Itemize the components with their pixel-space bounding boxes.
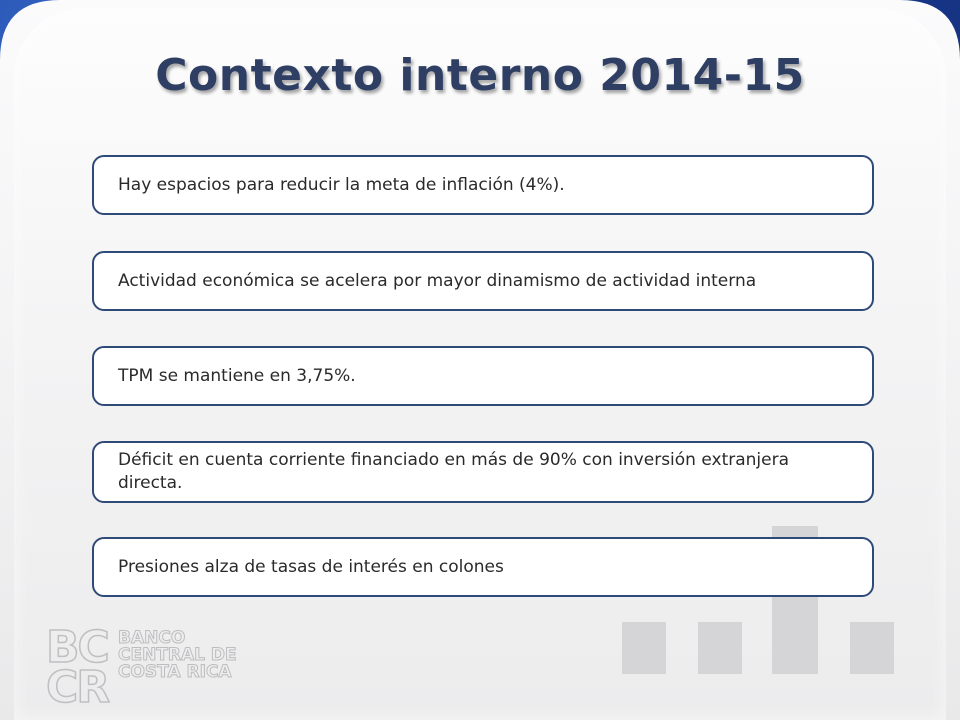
logo-mark bbox=[46, 622, 109, 713]
logo-text bbox=[118, 630, 237, 681]
bullet-text-1: Hay espacios para reducir la meta de inflación (4%). bbox=[118, 174, 565, 195]
bullet-box-5 bbox=[92, 537, 874, 597]
logo-line-3: COSTA RICA bbox=[118, 662, 232, 682]
logo-line-1: BANCO bbox=[118, 628, 186, 648]
logo-mark-top: BC bbox=[46, 622, 108, 673]
bullet-text-5: Presiones alza de tasas de interés en colones bbox=[118, 556, 504, 577]
logo-line-2: CENTRAL DE bbox=[118, 645, 237, 665]
bullet-box-4 bbox=[92, 441, 874, 503]
logo-mark-bottom: CR bbox=[46, 662, 109, 713]
bccr-logo bbox=[46, 622, 266, 716]
bullet-text-3: TPM se mantiene en 3,75%. bbox=[118, 365, 356, 386]
bullet-text-4: Déficit en cuenta corriente financiado en más de 90% con inversión extranjera directa. bbox=[118, 450, 790, 493]
background-bar-1 bbox=[622, 622, 666, 674]
bullet-text-2: Actividad económica se acelera por mayor dinamismo de actividad interna bbox=[118, 270, 757, 291]
background-bar-4 bbox=[850, 622, 894, 674]
bullet-box-1 bbox=[92, 155, 874, 215]
slide-title: Contexto interno 2014-15 bbox=[155, 50, 805, 101]
background-bar-2 bbox=[698, 622, 742, 674]
bullet-box-3 bbox=[92, 346, 874, 406]
bullet-box-2 bbox=[92, 251, 874, 311]
